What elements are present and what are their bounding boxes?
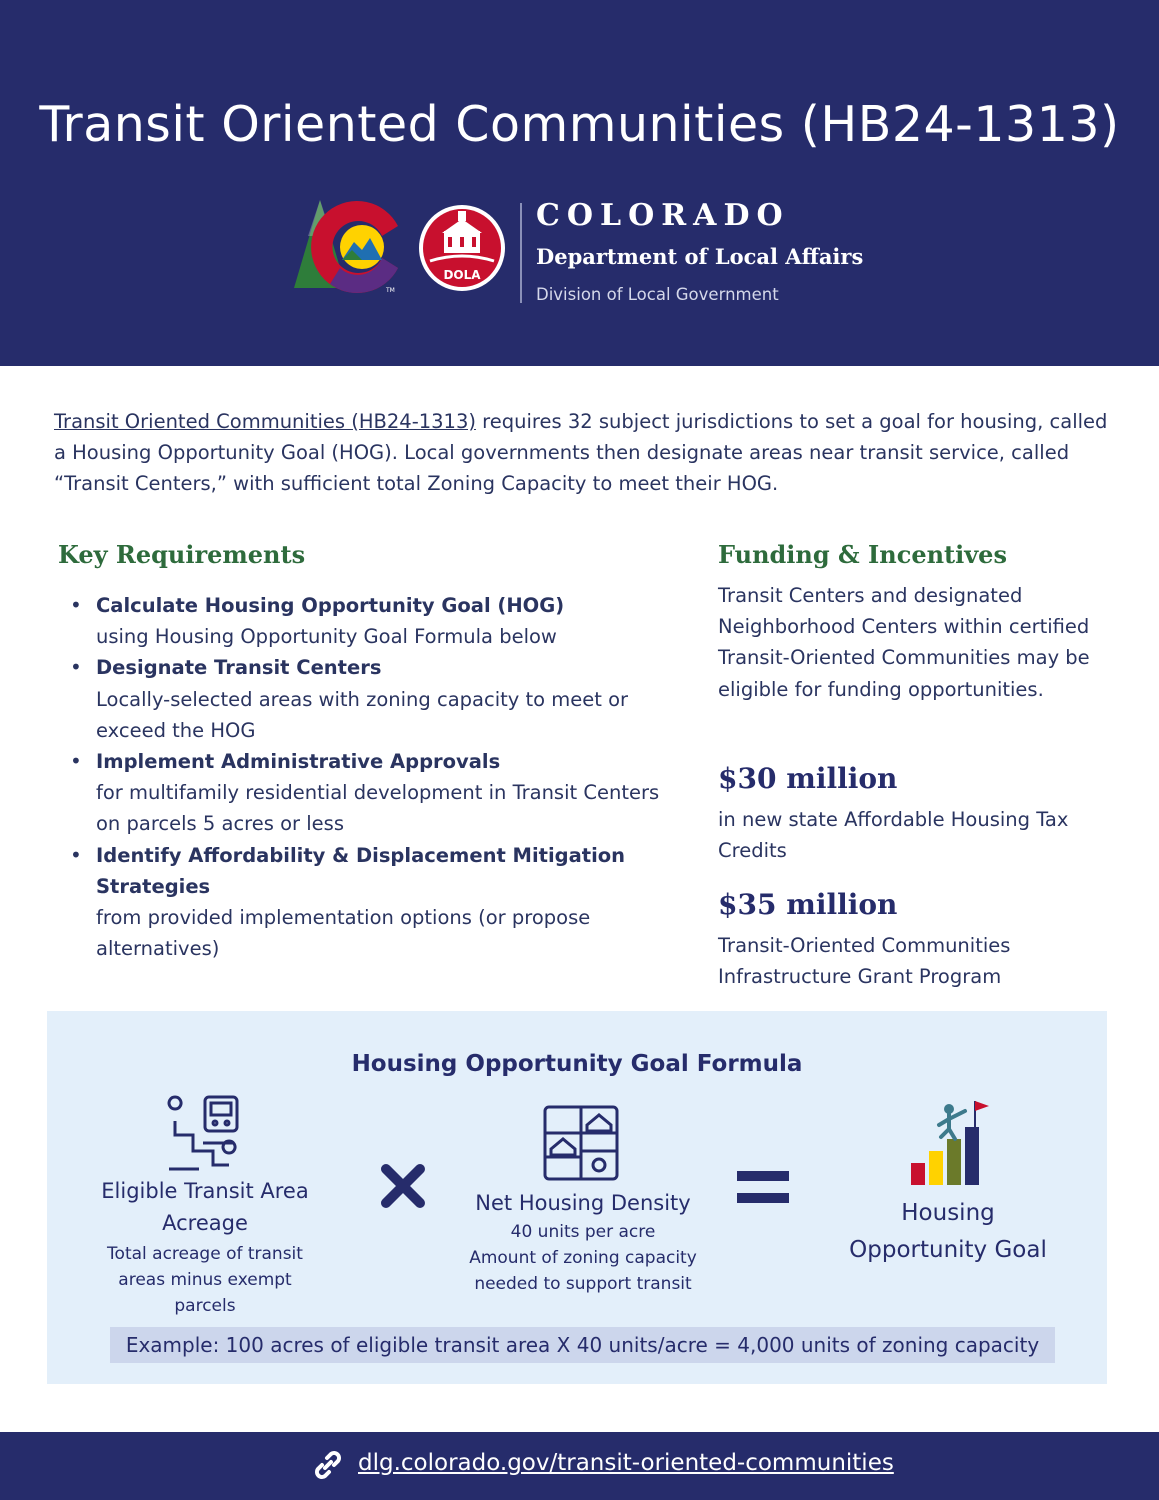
funding-amount-2-description: Transit-Oriented Communities Infrastructure Grant Program xyxy=(718,934,1011,989)
term-1-title: Eligible Transit Area Acreage xyxy=(101,1179,309,1235)
formula-title: Housing Opportunity Goal Formula xyxy=(351,1051,803,1077)
housing-density-icon xyxy=(543,1105,619,1181)
transit-map-icon xyxy=(163,1095,243,1173)
funding-amount-1: $30 million xyxy=(718,762,898,795)
multiply-icon xyxy=(380,1163,426,1209)
funding-text: Transit Centers and designated Neighborhood Centers within certified Transit-Oriented Communities may be eligible for funding opportunities. xyxy=(718,584,1090,701)
page-title: Transit Oriented Communities (HB24-1313) xyxy=(39,96,1120,153)
funding-amount-2: $35 million xyxy=(718,888,898,921)
footer-bar xyxy=(0,1432,1159,1500)
formula-result xyxy=(833,1195,1063,1269)
key-requirements-heading: Key Requirements xyxy=(58,540,306,569)
header-banner xyxy=(0,0,1159,366)
requirements-list xyxy=(70,590,670,964)
requirement-description: using Housing Opportunity Goal Formula below xyxy=(96,625,557,649)
requirement-title: • Identify Affordability & Displacement Mitigation Strategies xyxy=(96,843,626,898)
funding-heading: Funding & Incentives xyxy=(718,540,1007,569)
brand-department: Department of Local Affairs xyxy=(536,244,864,269)
goal-achievement-icon xyxy=(909,1099,993,1187)
term-2-description: Amount of zoning capacity needed to support transit xyxy=(469,1248,697,1294)
requirement-description: Locally-selected areas with zoning capacity to meet or exceed the HOG xyxy=(96,687,629,742)
requirement-description: from provided implementation options (or propose alternatives) xyxy=(96,906,591,961)
brand-division: Division of Local Government xyxy=(536,285,779,304)
list-item xyxy=(70,590,670,652)
requirement-title: • Implement Administrative Approvals xyxy=(96,750,501,774)
funding-amount-1-description: in new state Affordable Housing Tax Credits xyxy=(718,808,1069,863)
list-item xyxy=(70,840,670,965)
dola-seal-text: DOLA xyxy=(443,268,481,282)
result-title: Housing Opportunity Goal xyxy=(849,1200,1047,1263)
list-item xyxy=(70,746,670,840)
brand-state: COLORADO xyxy=(536,198,790,233)
requirement-title: • Designate Transit Centers xyxy=(96,656,382,680)
trademark-text: TM xyxy=(386,287,395,294)
website-link[interactable]: dlg.colorado.gov/transit-oriented-communities xyxy=(358,1450,894,1476)
term-2-title: Net Housing Density xyxy=(475,1191,691,1215)
intro-text: requires 32 subject jurisdictions to set a goal for housing, called a Housing Opportunity Goal (HOG). Local governments then designate areas near transit service, called “Transit Centers,” with sufficient total Zoning Capacity to meet their HOG. xyxy=(54,410,1108,495)
requirement-description: for multifamily residential development in Transit Centers on parcels 5 acres or less xyxy=(96,781,660,836)
term-1-description: Total acreage of transit areas minus exempt parcels xyxy=(107,1244,303,1316)
formula-term-2 xyxy=(447,1187,719,1297)
list-item xyxy=(70,652,670,746)
logo-divider xyxy=(520,203,522,303)
equals-icon xyxy=(737,1167,789,1207)
dola-seal-icon xyxy=(414,203,510,293)
intro-paragraph xyxy=(54,406,1114,499)
colorado-c-logo-icon xyxy=(290,196,410,296)
bill-link[interactable]: Transit Oriented Communities (HB24-1313) xyxy=(54,410,476,433)
formula-panel xyxy=(47,1011,1107,1384)
link-icon xyxy=(310,1447,346,1483)
formula-term-1 xyxy=(87,1175,323,1319)
formula-example: Example: 100 acres of eligible transit area X 40 units/acre = 4,000 units of zoning capacity xyxy=(110,1327,1055,1363)
term-2-value: 40 units per acre xyxy=(510,1222,656,1242)
requirement-title: • Calculate Housing Opportunity Goal (HOG) xyxy=(96,594,565,617)
